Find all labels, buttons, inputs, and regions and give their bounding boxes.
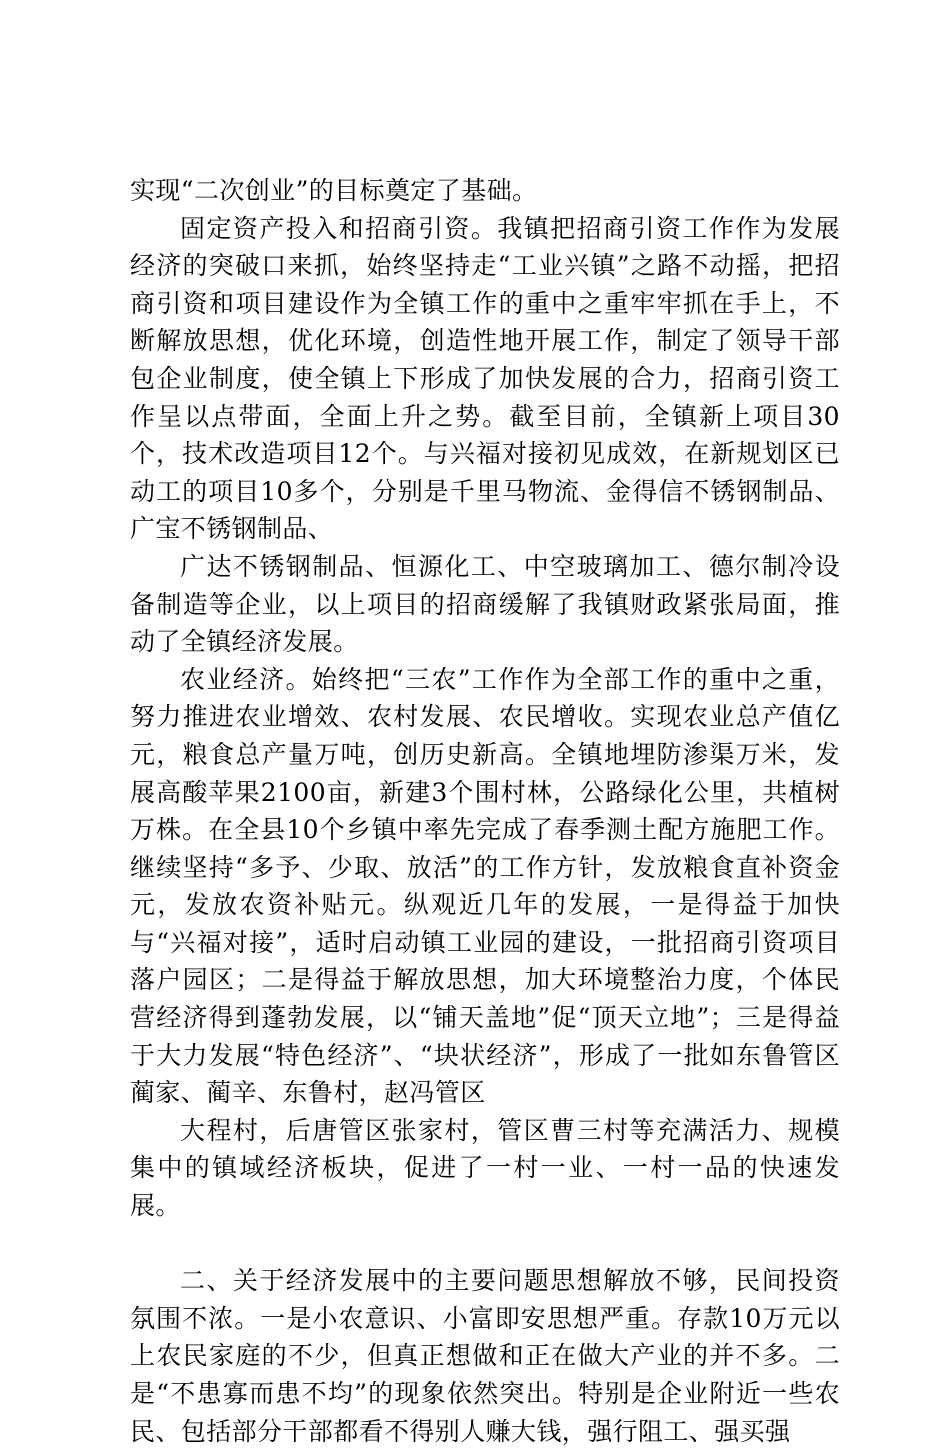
paragraph-agriculture: 农业经济。始终把“三农”工作作为全部工作的重中之重，努力推进农业增效、农村发展、农民增收。实现农业总产值亿元，粮食总产量万吨，创历史新高。全镇地埋防渗渠万米，发展高酸苹果2100亩，新建3个围村林，公路绿化公里，共植树万株。在全县10个乡镇中率先完成了春季测土配方施肥工作。继续坚持“多予、少取、放活”的工作方针，发放粮食直补资金元，发放农资补贴元。纵观近几年的发展，一是得益于加快与“兴福对接”，适时启动镇工业园的建设，一批招商引资项目落户园区；二是得益于解放思想，加大环境整治力度，个体民营经济得到蓬勃发展，以“铺天盖地”促“顶天立地”；三是得益于大力发展“特色经济”、“块状经济”，形成了一批如东鲁管区蔺家、蔺辛、东鲁村，赵冯管区 (130, 664, 840, 1108)
paragraph-continuation: 实现“二次创业”的目标奠定了基础。 (130, 176, 538, 205)
paragraph-gap (130, 1225, 840, 1263)
paragraph-villages: 大程村，后唐管区张家村，管区曹三村等充满活力、规模集中的镇域经济板块，促进了一村一业、一村一品的快速发展。 (130, 1115, 840, 1221)
document-body (130, 172, 840, 1450)
paragraph-investment: 固定资产投入和招商引资。我镇把招商引资工作作为发展经济的突破口来抓，始终坚持走“工业兴镇”之路不动摇，把招商引资和项目建设作为全镇工作的重中之重牢牢抓在手上，不断解放思想，优化环境，创造性地开展工作，制定了领导干部包企业制度，使全镇上下形成了加快发展的合力，招商引资工作呈以点带面，全面上升之势。截至目前，全镇新上项目30个，技术改造项目12个。与兴福对接初见成效，在新规划区已动工的项目10多个，分别是千里马物流、金得信不锈钢制品、广宝不锈钢制品、 (130, 213, 840, 544)
paragraph-problems: 二、关于经济发展中的主要问题思想解放不够，民间投资氛围不浓。一是小农意识、小富即安思想严重。存款10万元以上农民家庭的不少，但真正想做和正在做大产业的并不多。二是“不患寡而患不均”的现象依然突出。特别是企业附近一些农民、包括部分干部都看不得别人赚大钱，强行阻工、强买强 (130, 1266, 840, 1446)
paragraph-enterprises: 广达不锈钢制品、恒源化工、中空玻璃加工、德尔制冷设备制造等企业，以上项目的招商缓解了我镇财政紧张局面，推动了全镇经济发展。 (130, 551, 840, 657)
